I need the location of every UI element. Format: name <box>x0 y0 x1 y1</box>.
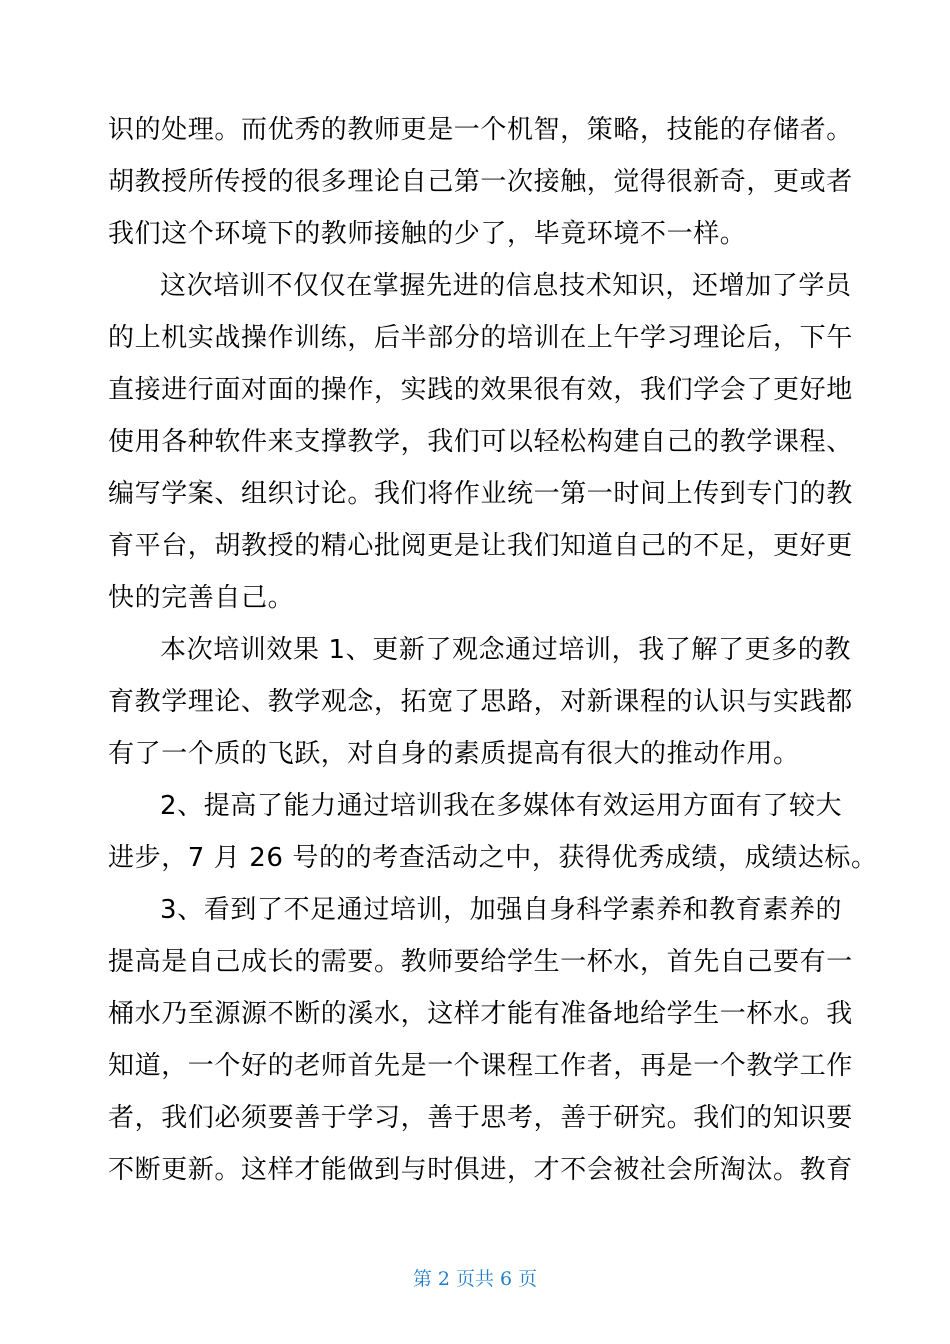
text-line: 知道，一个好的老师首先是一个课程工作者，再是一个教学工作 <box>108 1051 853 1081</box>
text-line: 育平台，胡教授的精心批阅更是让我们知道自己的不足，更好更 <box>108 531 853 561</box>
text-line: 者，我们必须要善于学习，善于思考，善于研究。我们的知识要 <box>108 1103 853 1133</box>
text-line: 不断更新。这样才能做到与时俱进，才不会被社会所淘汰。教育 <box>108 1155 853 1185</box>
text-line: 桶水乃至源源不断的溪水，这样才能有准备地给学生一杯水。我 <box>108 999 853 1029</box>
paragraph-first-line: 2、提高了能力通过培训我在多媒体有效运用方面有了较大 <box>160 791 843 821</box>
text-line: 进步，7 月 26 号的的考查活动之中，获得优秀成绩，成绩达标。 <box>108 843 878 873</box>
text-line: 快的完善自己。 <box>108 583 295 613</box>
text-line: 育教学理论、教学观念，拓宽了思路，对新课程的认识与实践都 <box>108 687 853 717</box>
text-line: 编写学案、组织讨论。我们将作业统一第一时间上传到专门的教 <box>108 479 853 509</box>
text-line: 识的处理。而优秀的教师更是一个机智，策略，技能的存储者。 <box>108 115 853 145</box>
text-line: 的上机实战操作训练，后半部分的培训在上午学习理论后，下午 <box>108 323 853 353</box>
text-line: 胡教授所传授的很多理论自己第一次接触，觉得很新奇，更或者 <box>108 167 853 197</box>
page-number-footer: 第 2 页共 6 页 <box>412 1268 538 1290</box>
text-line: 直接进行面对面的操作，实践的效果很有效，我们学会了更好地 <box>108 375 853 405</box>
text-line: 使用各种软件来支撑教学，我们可以轻松构建自己的教学课程、 <box>108 427 853 457</box>
text-line: 提高是自己成长的需要。教师要给学生一杯水，首先自己要有一 <box>108 947 853 977</box>
text-line: 我们这个环境下的教师接触的少了，毕竟环境不一样。 <box>108 219 747 249</box>
paragraph-first-line: 3、看到了不足通过培训，加强自身科学素养和教育素养的 <box>160 895 843 925</box>
text-line: 有了一个质的飞跃，对自身的素质提高有很大的推动作用。 <box>108 739 800 769</box>
paragraph-first-line: 这次培训不仅仅在掌握先进的信息技术知识，还增加了学员 <box>160 271 852 301</box>
paragraph-first-line: 本次培训效果 1、更新了观念通过培训，我了解了更多的教 <box>160 635 852 665</box>
